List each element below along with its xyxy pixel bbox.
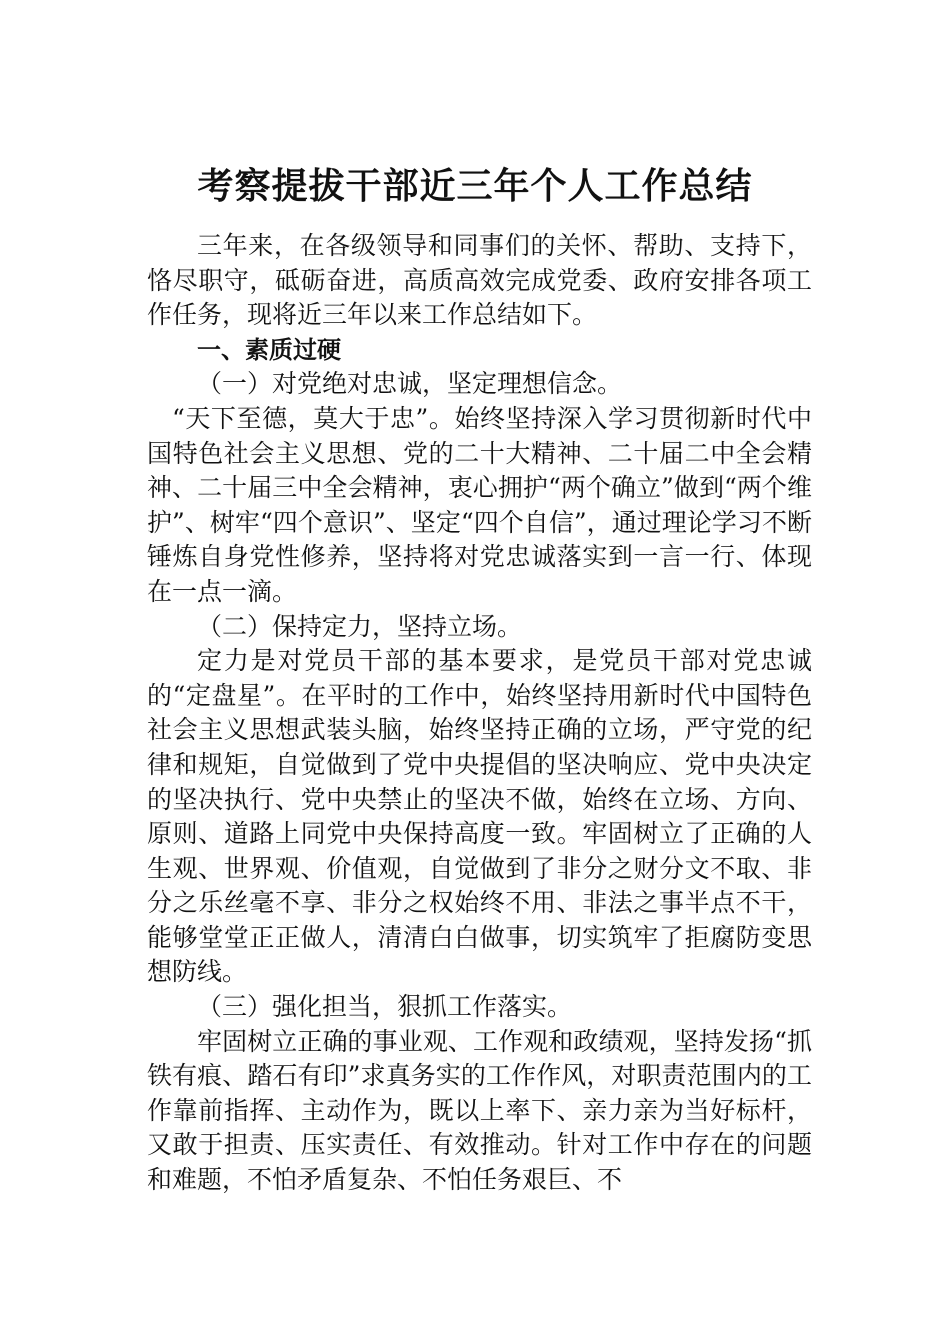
subsection-heading-1: （一）对党绝对忠诚，坚定理想信念。 bbox=[197, 369, 623, 399]
section-heading-1: 一、素质过硬 bbox=[197, 335, 341, 364]
document-title: 考察提拔干部近三年个人工作总结 bbox=[197, 165, 753, 207]
intro-paragraph: 三年来，在各级领导和同事们的关怀、帮助、支持下，恪尽职守，砥砺奋进，高质高效完成党委、政府安排各项工作任务，现将近三年以来工作总结如下。 bbox=[147, 231, 812, 330]
document-body bbox=[147, 229, 812, 1198]
body-paragraph: 牢固树立正确的事业观、工作观和政绩观，坚持发扬“抓铁有痕、踏石有印”求真务实的工作作风，对职责范围内的工作靠前指挥、主动作为，既以上率下、亲力亲为当好标杆，又敢于担责、压实责任、有效推动。针对工作中存在的问题和难题，不怕矛盾复杂、不怕任务艰巨、不 bbox=[147, 1026, 812, 1195]
body-paragraph: 定力是对党员干部的基本要求，是党员干部对党忠诚的“定盘星”。在平时的工作中，始终坚持用新时代中国特色社会主义思想武装头脑，始终坚持正确的立场，严守党的纪律和规矩，自觉做到了党中央提倡的坚决响应、党中央决定的坚决执行、党中央禁止的坚决不做，始终在立场、方向、原则、道路上同党中央保持高度一致。牢固树立了正确的人生观、世界观、价值观，自觉做到了非分之财分文不取、非分之乐丝毫不享、非分之权始终不用、非法之事半点不干，能够堂堂正正做人，清清白白做事，切实筑牢了拒腐防变思想防线。 bbox=[147, 646, 812, 987]
body-paragraph: “天下至德，莫大于忠”。始终坚持深入学习贯彻新时代中国特色社会主义思想、党的二十大精神、二十届二中全会精神、二十届三中全会精神，衷心拥护“两个确立”做到“两个维护”、树牢“四个意识”、坚定“四个自信”，通过理论学习不断锤炼自身党性修养，坚持将对党忠诚落实到一言一行、体现在一点一滴。 bbox=[147, 403, 812, 606]
subsection-heading-3: （三）强化担当，狠抓工作落实。 bbox=[197, 992, 573, 1022]
subsection-heading-2: （二）保持定力，坚持立场。 bbox=[197, 611, 523, 641]
